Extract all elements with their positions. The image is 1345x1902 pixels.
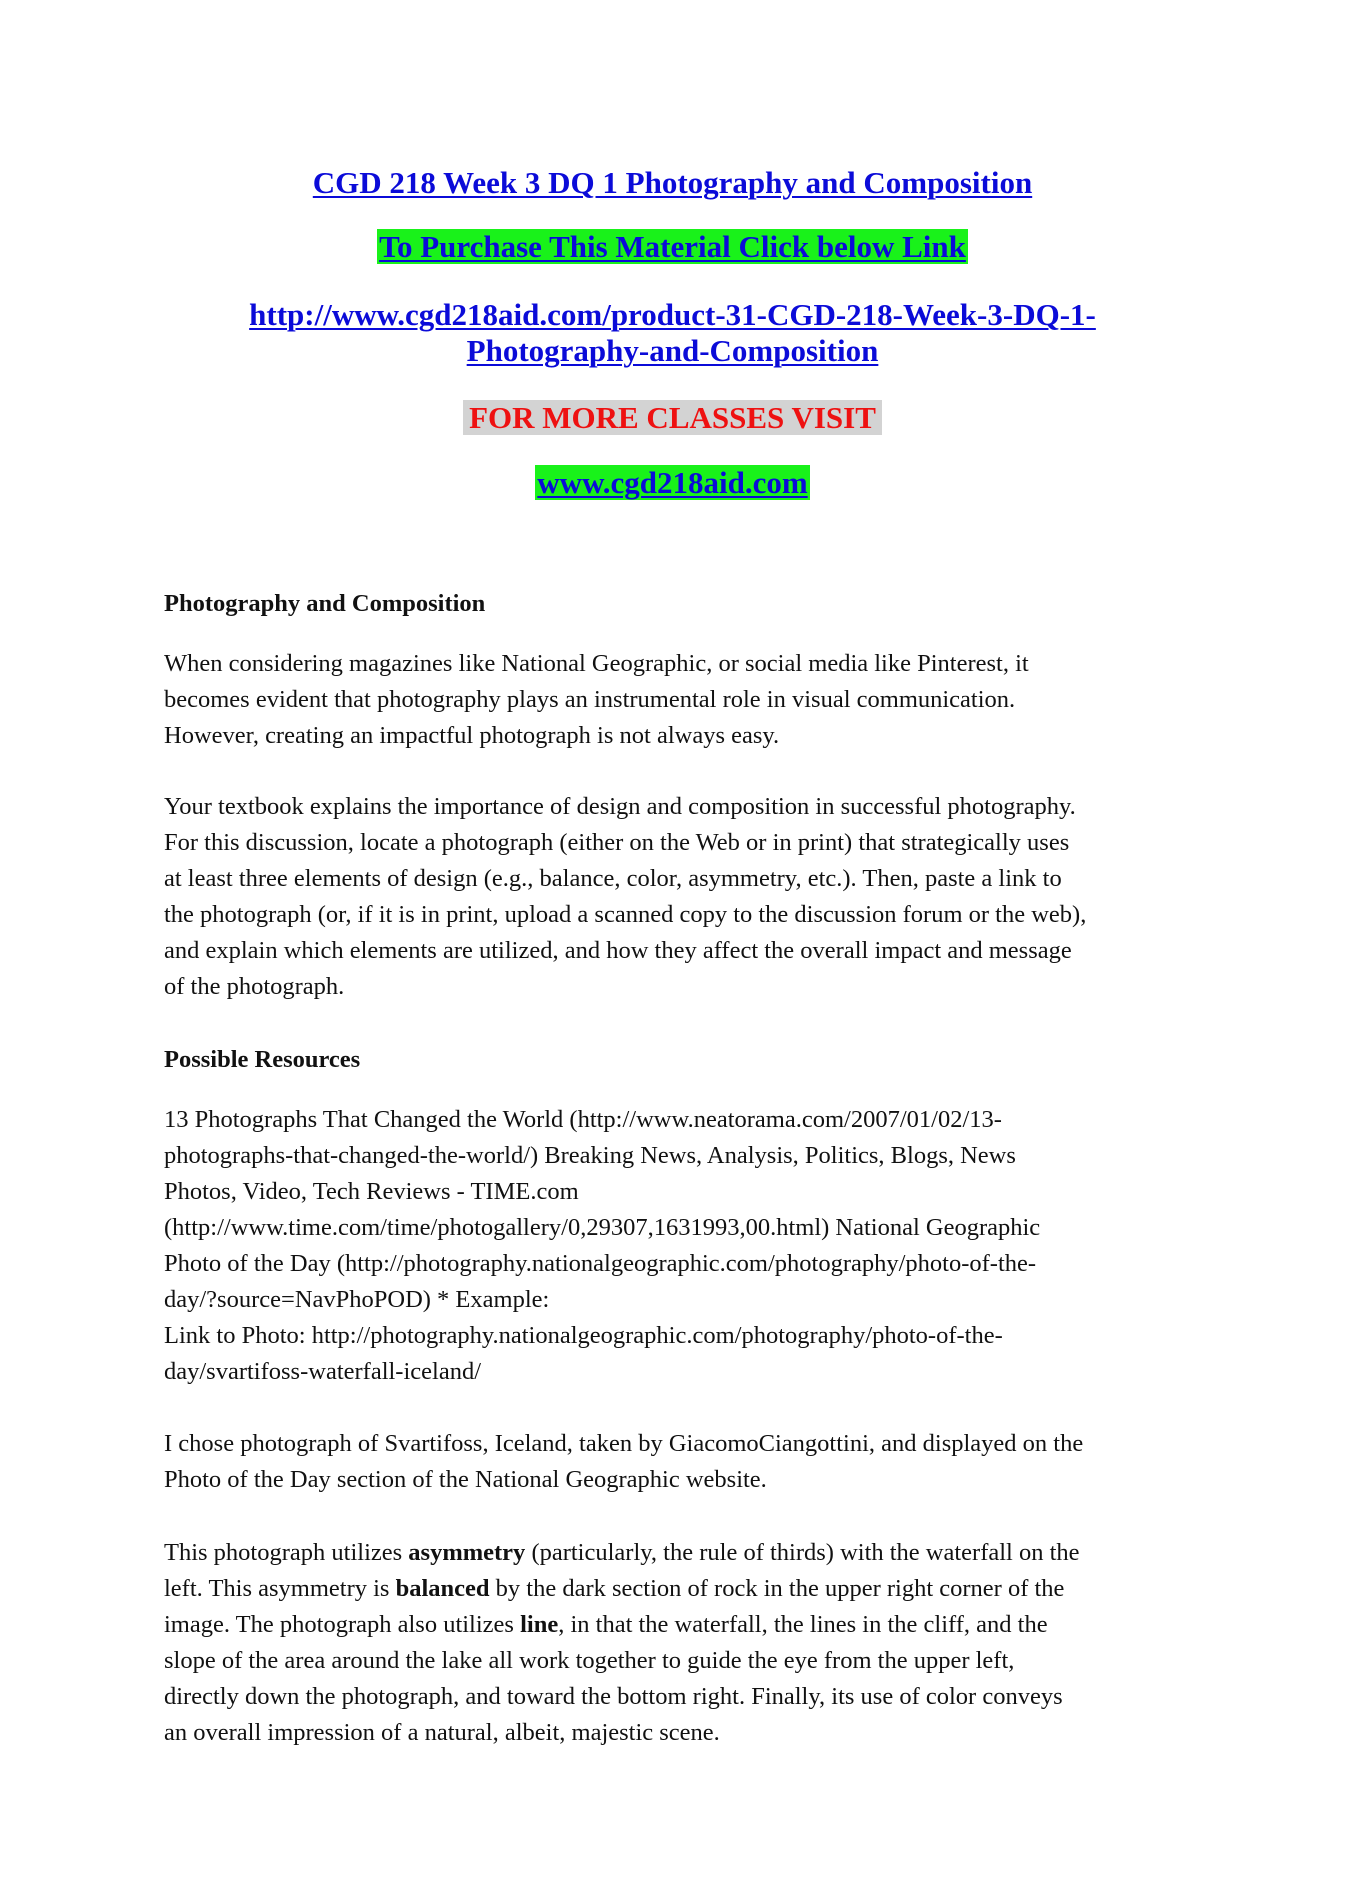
purchase-link[interactable]: To Purchase This Material Click below Link — [379, 229, 966, 264]
product-url — [0, 297, 1345, 369]
section-heading-photography: Photography and Composition — [164, 590, 486, 617]
paragraph-line: an overall impression of a natural, albeit, majestic scene. — [164, 1719, 720, 1746]
site-url — [0, 465, 1345, 501]
paragraph-line: day/svartifoss-waterfall-iceland/ — [164, 1358, 482, 1385]
paragraph-line: at least three elements of design (e.g., balance, color, asymmetry, etc.). Then, paste a link to — [164, 865, 1062, 892]
paragraph-resources — [164, 1102, 1204, 1390]
document-title — [0, 165, 1345, 201]
paragraph-line: image. The photograph also utilizes line, in that the waterfall, the lines in the cliff, and the — [164, 1611, 1048, 1638]
paragraph-line: the photograph (or, if it is in print, upload a scanned copy to the discussion forum or the web), — [164, 901, 1087, 928]
term-line: line — [520, 1611, 559, 1638]
paragraph-choice — [164, 1426, 1204, 1498]
paragraph-line: and explain which elements are utilized, and how they affect the overall impact and message — [164, 937, 1072, 964]
title-link[interactable]: CGD 218 Week 3 DQ 1 Photography and Composition — [312, 165, 1033, 200]
paragraph-line: Link to Photo: http://photography.nationalgeographic.com/photography/photo-of-the- — [164, 1322, 1003, 1349]
visit-banner — [0, 400, 1345, 436]
paragraph-line: 13 Photographs That Changed the World (http://www.neatorama.com/2007/01/02/13- — [164, 1106, 1002, 1133]
paragraph-line: day/?source=NavPhoPOD) * Example: — [164, 1286, 550, 1313]
paragraph-line: becomes evident that photography plays an instrumental role in visual communication. — [164, 686, 1016, 713]
term-balanced: balanced — [395, 1575, 490, 1602]
paragraph-line: For this discussion, locate a photograph (either on the Web or in print) that strategically uses — [164, 829, 1070, 856]
paragraph-assignment — [164, 789, 1204, 1005]
paragraph-line: directly down the photograph, and toward the bottom right. Finally, its use of color conveys — [164, 1683, 1063, 1710]
purchase-banner — [0, 229, 1345, 265]
paragraph-line: Photos, Video, Tech Reviews - TIME.com — [164, 1178, 579, 1205]
site-url-link[interactable]: www.cgd218aid.com — [537, 465, 808, 500]
paragraph-line: This photograph utilizes asymmetry (particularly, the rule of thirds) with the waterfall on the — [164, 1539, 1080, 1566]
product-url-link-line1[interactable]: http://www.cgd218aid.com/product-31-CGD-218-Week-3-DQ-1- — [249, 297, 1096, 332]
product-url-link-line2[interactable]: Photography-and-Composition — [466, 333, 879, 368]
paragraph-analysis — [164, 1535, 1204, 1751]
term-asymmetry: asymmetry — [408, 1539, 526, 1566]
paragraph-line: Your textbook explains the importance of design and composition in successful photography. — [164, 793, 1076, 820]
paragraph-line: I chose photograph of Svartifoss, Iceland, taken by GiacomoCiangottini, and displayed on the — [164, 1430, 1084, 1457]
paragraph-line: photographs-that-changed-the-world/) Breaking News, Analysis, Politics, Blogs, News — [164, 1142, 1016, 1169]
paragraph-line: However, creating an impactful photograph is not always easy. — [164, 722, 780, 749]
paragraph-intro — [164, 646, 1204, 754]
paragraph-line: Photo of the Day (http://photography.nationalgeographic.com/photography/photo-of-the- — [164, 1250, 1037, 1277]
paragraph-line: slope of the area around the lake all work together to guide the eye from the upper left, — [164, 1647, 1015, 1674]
section-heading-resources: Possible Resources — [164, 1046, 361, 1073]
visit-label: FOR MORE CLASSES VISIT — [463, 400, 882, 435]
paragraph-line: When considering magazines like National Geographic, or social media like Pinterest, it — [164, 650, 1029, 677]
paragraph-line: of the photograph. — [164, 973, 345, 1000]
paragraph-line: (http://www.time.com/time/photogallery/0,29307,1631993,00.html) National Geographic — [164, 1214, 1041, 1241]
paragraph-line: left. This asymmetry is balanced by the dark section of rock in the upper right corner of the — [164, 1575, 1065, 1602]
paragraph-line: Photo of the Day section of the National Geographic website. — [164, 1466, 767, 1493]
